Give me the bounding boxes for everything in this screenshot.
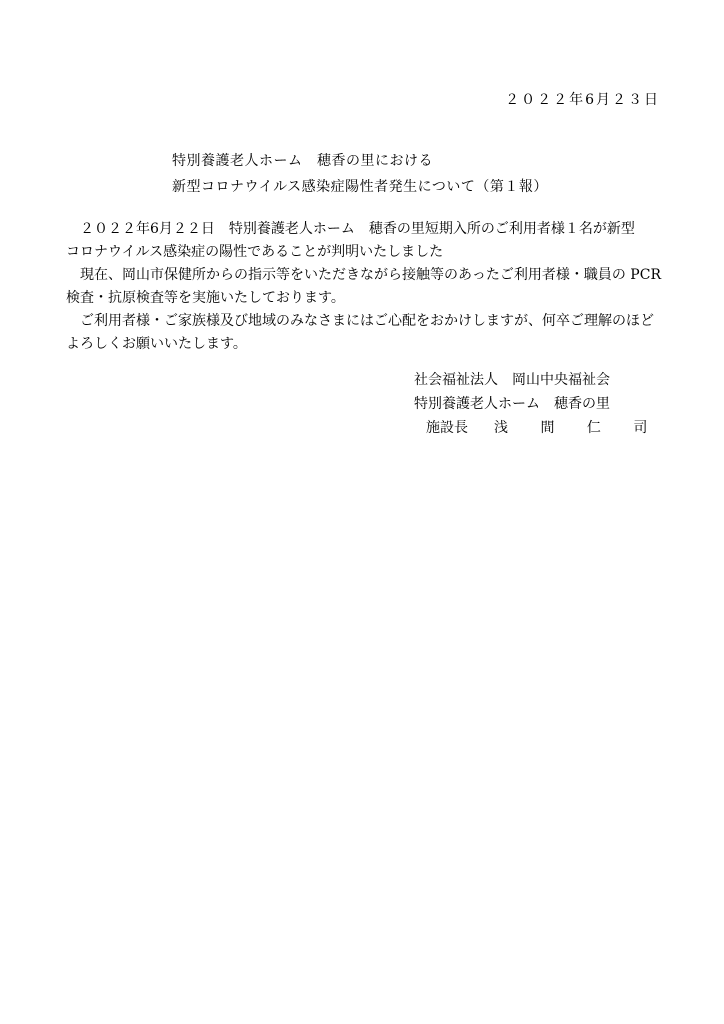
body-line: 検査・抗原検査等を実施いたしております。 [66, 290, 345, 306]
document-body [66, 218, 661, 356]
signature-block [414, 368, 661, 440]
body-line: よろしくお願いいたします。 [66, 336, 247, 352]
signature-position: 施設長 [426, 420, 468, 436]
signature-name: 浅 間 仁 司 [494, 420, 662, 436]
body-line: ご利用者様・ご家族様及び地域のみなさまにはご心配をおかけしますが、何卒ご理解のほど [66, 313, 654, 329]
signature-facility: 特別養護老人ホーム 穂香の里 [414, 396, 610, 412]
signature-org: 社会福祉法人 岡山中央福祉会 [414, 372, 610, 388]
body-line: ２０２２年6月２２日 特別養護老人ホーム 穂香の里短期入所のご利用者様１名が新型 [66, 221, 635, 237]
signature-person [414, 416, 661, 440]
document-title [172, 148, 548, 200]
body-line: コロナウイルス感染症の陽性であることが判明いたしました [66, 244, 444, 260]
document-date: ２０２２年6月２３日 [505, 92, 660, 108]
body-line: 現在、岡山市保健所からの指示等をいただきながら接触等のあったご利用者様・職員の PCR [66, 267, 661, 283]
title-line-1: 特別養護老人ホーム 穂香の里における [172, 153, 433, 169]
title-line-2: 新型コロナウイルス感染症陽性者発生について（第１報） [172, 179, 548, 195]
